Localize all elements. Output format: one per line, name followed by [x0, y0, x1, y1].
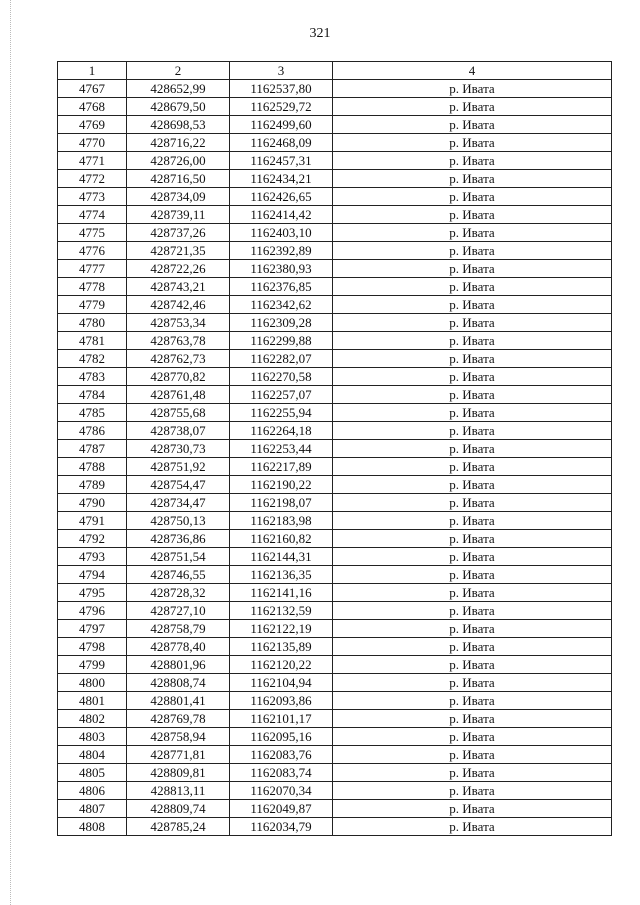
- point-number-cell: 4775: [58, 224, 127, 242]
- y-coordinate-cell: 1162403,10: [230, 224, 333, 242]
- table-row: [58, 386, 612, 404]
- table-row: [58, 332, 612, 350]
- point-number-cell: 4808: [58, 818, 127, 836]
- y-coordinate-cell: 1162132,59: [230, 602, 333, 620]
- x-coordinate-cell: 428758,94: [127, 728, 230, 746]
- x-coordinate-cell: 428746,55: [127, 566, 230, 584]
- description-cell: р. Ивата: [333, 206, 612, 224]
- y-coordinate-cell: 1162101,17: [230, 710, 333, 728]
- column-header-3: 3: [230, 62, 333, 80]
- x-coordinate-cell: 428721,35: [127, 242, 230, 260]
- y-coordinate-cell: 1162299,88: [230, 332, 333, 350]
- x-coordinate-cell: 428716,22: [127, 134, 230, 152]
- description-cell: р. Ивата: [333, 224, 612, 242]
- y-coordinate-cell: 1162034,79: [230, 818, 333, 836]
- x-coordinate-cell: 428813,11: [127, 782, 230, 800]
- x-coordinate-cell: 428808,74: [127, 674, 230, 692]
- table-row: [58, 116, 612, 134]
- point-number-cell: 4779: [58, 296, 127, 314]
- x-coordinate-cell: 428809,81: [127, 764, 230, 782]
- table-row: [58, 638, 612, 656]
- table-row: [58, 818, 612, 836]
- point-number-cell: 4786: [58, 422, 127, 440]
- description-cell: р. Ивата: [333, 422, 612, 440]
- y-coordinate-cell: 1162083,74: [230, 764, 333, 782]
- point-number-cell: 4774: [58, 206, 127, 224]
- description-cell: р. Ивата: [333, 296, 612, 314]
- point-number-cell: 4806: [58, 782, 127, 800]
- table-row: [58, 674, 612, 692]
- y-coordinate-cell: 1162529,72: [230, 98, 333, 116]
- x-coordinate-cell: 428652,99: [127, 80, 230, 98]
- y-coordinate-cell: 1162376,85: [230, 278, 333, 296]
- description-cell: р. Ивата: [333, 386, 612, 404]
- page-number: 321: [309, 26, 331, 41]
- x-coordinate-cell: 428770,82: [127, 368, 230, 386]
- x-coordinate-cell: 428742,46: [127, 296, 230, 314]
- x-coordinate-cell: 428751,54: [127, 548, 230, 566]
- point-number-cell: 4788: [58, 458, 127, 476]
- table-row: [58, 206, 612, 224]
- y-coordinate-cell: 1162122,19: [230, 620, 333, 638]
- page-edge-line: [10, 0, 12, 905]
- point-number-cell: 4769: [58, 116, 127, 134]
- y-coordinate-cell: 1162414,42: [230, 206, 333, 224]
- y-coordinate-cell: 1162049,87: [230, 800, 333, 818]
- description-cell: р. Ивата: [333, 782, 612, 800]
- table-row: [58, 188, 612, 206]
- point-number-cell: 4801: [58, 692, 127, 710]
- x-coordinate-cell: 428738,07: [127, 422, 230, 440]
- x-coordinate-cell: 428727,10: [127, 602, 230, 620]
- y-coordinate-cell: 1162070,34: [230, 782, 333, 800]
- point-number-cell: 4793: [58, 548, 127, 566]
- y-coordinate-cell: 1162282,07: [230, 350, 333, 368]
- description-cell: р. Ивата: [333, 242, 612, 260]
- description-cell: р. Ивата: [333, 638, 612, 656]
- y-coordinate-cell: 1162257,07: [230, 386, 333, 404]
- x-coordinate-cell: 428801,41: [127, 692, 230, 710]
- description-cell: р. Ивата: [333, 170, 612, 188]
- x-coordinate-cell: 428726,00: [127, 152, 230, 170]
- table-row: [58, 350, 612, 368]
- y-coordinate-cell: 1162083,76: [230, 746, 333, 764]
- x-coordinate-cell: 428758,79: [127, 620, 230, 638]
- table-row: [58, 548, 612, 566]
- table-row: [58, 260, 612, 278]
- description-cell: р. Ивата: [333, 548, 612, 566]
- description-cell: р. Ивата: [333, 404, 612, 422]
- y-coordinate-cell: 1162342,62: [230, 296, 333, 314]
- table-row: [58, 800, 612, 818]
- description-cell: р. Ивата: [333, 746, 612, 764]
- y-coordinate-cell: 1162160,82: [230, 530, 333, 548]
- description-cell: р. Ивата: [333, 458, 612, 476]
- x-coordinate-cell: 428734,47: [127, 494, 230, 512]
- x-coordinate-cell: 428809,74: [127, 800, 230, 818]
- y-coordinate-cell: 1162183,98: [230, 512, 333, 530]
- description-cell: р. Ивата: [333, 314, 612, 332]
- description-cell: р. Ивата: [333, 476, 612, 494]
- description-cell: р. Ивата: [333, 350, 612, 368]
- coordinates-table: [57, 61, 612, 836]
- y-coordinate-cell: 1162217,89: [230, 458, 333, 476]
- table-row: [58, 782, 612, 800]
- table-row: [58, 476, 612, 494]
- y-coordinate-cell: 1162264,18: [230, 422, 333, 440]
- table-row: [58, 566, 612, 584]
- description-cell: р. Ивата: [333, 728, 612, 746]
- y-coordinate-cell: 1162136,35: [230, 566, 333, 584]
- description-cell: р. Ивата: [333, 152, 612, 170]
- point-number-cell: 4784: [58, 386, 127, 404]
- point-number-cell: 4776: [58, 242, 127, 260]
- column-header-4: 4: [333, 62, 612, 80]
- description-cell: р. Ивата: [333, 80, 612, 98]
- point-number-cell: 4796: [58, 602, 127, 620]
- point-number-cell: 4803: [58, 728, 127, 746]
- x-coordinate-cell: 428730,73: [127, 440, 230, 458]
- point-number-cell: 4771: [58, 152, 127, 170]
- point-number-cell: 4780: [58, 314, 127, 332]
- description-cell: р. Ивата: [333, 602, 612, 620]
- y-coordinate-cell: 1162309,28: [230, 314, 333, 332]
- table-row: [58, 692, 612, 710]
- point-number-cell: 4783: [58, 368, 127, 386]
- x-coordinate-cell: 428778,40: [127, 638, 230, 656]
- column-header-2: 2: [127, 62, 230, 80]
- table-row: [58, 746, 612, 764]
- point-number-cell: 4797: [58, 620, 127, 638]
- y-coordinate-cell: 1162426,65: [230, 188, 333, 206]
- point-number-cell: 4790: [58, 494, 127, 512]
- x-coordinate-cell: 428771,81: [127, 746, 230, 764]
- point-number-cell: 4807: [58, 800, 127, 818]
- y-coordinate-cell: 1162270,58: [230, 368, 333, 386]
- point-number-cell: 4794: [58, 566, 127, 584]
- description-cell: р. Ивата: [333, 278, 612, 296]
- point-number-cell: 4805: [58, 764, 127, 782]
- description-cell: р. Ивата: [333, 620, 612, 638]
- x-coordinate-cell: 428743,21: [127, 278, 230, 296]
- table-row: [58, 602, 612, 620]
- x-coordinate-cell: 428737,26: [127, 224, 230, 242]
- table-row: [58, 224, 612, 242]
- y-coordinate-cell: 1162093,86: [230, 692, 333, 710]
- point-number-cell: 4768: [58, 98, 127, 116]
- table-row: [58, 278, 612, 296]
- point-number-cell: 4799: [58, 656, 127, 674]
- point-number-cell: 4798: [58, 638, 127, 656]
- column-header-1: 1: [58, 62, 127, 80]
- table-row: [58, 368, 612, 386]
- table-row: [58, 530, 612, 548]
- description-cell: р. Ивата: [333, 584, 612, 602]
- point-number-cell: 4767: [58, 80, 127, 98]
- table-row: [58, 656, 612, 674]
- x-coordinate-cell: 428753,34: [127, 314, 230, 332]
- description-cell: р. Ивата: [333, 710, 612, 728]
- y-coordinate-cell: 1162253,44: [230, 440, 333, 458]
- x-coordinate-cell: 428736,86: [127, 530, 230, 548]
- table-row: [58, 170, 612, 188]
- description-cell: р. Ивата: [333, 98, 612, 116]
- point-number-cell: 4789: [58, 476, 127, 494]
- y-coordinate-cell: 1162120,22: [230, 656, 333, 674]
- table-row: [58, 242, 612, 260]
- x-coordinate-cell: 428762,73: [127, 350, 230, 368]
- point-number-cell: 4777: [58, 260, 127, 278]
- description-cell: р. Ивата: [333, 530, 612, 548]
- y-coordinate-cell: 1162198,07: [230, 494, 333, 512]
- x-coordinate-cell: 428698,53: [127, 116, 230, 134]
- y-coordinate-cell: 1162434,21: [230, 170, 333, 188]
- y-coordinate-cell: 1162135,89: [230, 638, 333, 656]
- description-cell: р. Ивата: [333, 440, 612, 458]
- y-coordinate-cell: 1162144,31: [230, 548, 333, 566]
- y-coordinate-cell: 1162141,16: [230, 584, 333, 602]
- x-coordinate-cell: 428801,96: [127, 656, 230, 674]
- x-coordinate-cell: 428679,50: [127, 98, 230, 116]
- description-cell: р. Ивата: [333, 260, 612, 278]
- x-coordinate-cell: 428722,26: [127, 260, 230, 278]
- description-cell: р. Ивата: [333, 800, 612, 818]
- table-row: [58, 458, 612, 476]
- x-coordinate-cell: 428728,32: [127, 584, 230, 602]
- x-coordinate-cell: 428755,68: [127, 404, 230, 422]
- description-cell: р. Ивата: [333, 512, 612, 530]
- point-number-cell: 4800: [58, 674, 127, 692]
- description-cell: р. Ивата: [333, 566, 612, 584]
- y-coordinate-cell: 1162537,80: [230, 80, 333, 98]
- y-coordinate-cell: 1162499,60: [230, 116, 333, 134]
- point-number-cell: 4785: [58, 404, 127, 422]
- point-number-cell: 4770: [58, 134, 127, 152]
- point-number-cell: 4773: [58, 188, 127, 206]
- x-coordinate-cell: 428763,78: [127, 332, 230, 350]
- description-cell: р. Ивата: [333, 368, 612, 386]
- description-cell: р. Ивата: [333, 332, 612, 350]
- y-coordinate-cell: 1162255,94: [230, 404, 333, 422]
- y-coordinate-cell: 1162392,89: [230, 242, 333, 260]
- y-coordinate-cell: 1162095,16: [230, 728, 333, 746]
- point-number-cell: 4792: [58, 530, 127, 548]
- x-coordinate-cell: 428750,13: [127, 512, 230, 530]
- table-header-row: [58, 62, 612, 80]
- table-row: [58, 296, 612, 314]
- point-number-cell: 4782: [58, 350, 127, 368]
- table-row: [58, 728, 612, 746]
- table-row: [58, 620, 612, 638]
- table-row: [58, 764, 612, 782]
- point-number-cell: 4772: [58, 170, 127, 188]
- table-row: [58, 710, 612, 728]
- x-coordinate-cell: 428769,78: [127, 710, 230, 728]
- y-coordinate-cell: 1162468,09: [230, 134, 333, 152]
- point-number-cell: 4804: [58, 746, 127, 764]
- description-cell: р. Ивата: [333, 674, 612, 692]
- point-number-cell: 4791: [58, 512, 127, 530]
- point-number-cell: 4795: [58, 584, 127, 602]
- x-coordinate-cell: 428761,48: [127, 386, 230, 404]
- x-coordinate-cell: 428754,47: [127, 476, 230, 494]
- table-row: [58, 98, 612, 116]
- table-row: [58, 422, 612, 440]
- description-cell: р. Ивата: [333, 818, 612, 836]
- table-row: [58, 512, 612, 530]
- table-row: [58, 80, 612, 98]
- table-row: [58, 314, 612, 332]
- point-number-cell: 4787: [58, 440, 127, 458]
- x-coordinate-cell: 428739,11: [127, 206, 230, 224]
- point-number-cell: 4781: [58, 332, 127, 350]
- point-number-cell: 4802: [58, 710, 127, 728]
- table-row: [58, 494, 612, 512]
- y-coordinate-cell: 1162104,94: [230, 674, 333, 692]
- x-coordinate-cell: 428716,50: [127, 170, 230, 188]
- y-coordinate-cell: 1162380,93: [230, 260, 333, 278]
- x-coordinate-cell: 428734,09: [127, 188, 230, 206]
- table-row: [58, 440, 612, 458]
- description-cell: р. Ивата: [333, 494, 612, 512]
- y-coordinate-cell: 1162457,31: [230, 152, 333, 170]
- x-coordinate-cell: 428751,92: [127, 458, 230, 476]
- table-row: [58, 134, 612, 152]
- description-cell: р. Ивата: [333, 656, 612, 674]
- x-coordinate-cell: 428785,24: [127, 818, 230, 836]
- description-cell: р. Ивата: [333, 116, 612, 134]
- point-number-cell: 4778: [58, 278, 127, 296]
- y-coordinate-cell: 1162190,22: [230, 476, 333, 494]
- table-row: [58, 584, 612, 602]
- description-cell: р. Ивата: [333, 764, 612, 782]
- table-row: [58, 152, 612, 170]
- description-cell: р. Ивата: [333, 188, 612, 206]
- description-cell: р. Ивата: [333, 692, 612, 710]
- description-cell: р. Ивата: [333, 134, 612, 152]
- table-row: [58, 404, 612, 422]
